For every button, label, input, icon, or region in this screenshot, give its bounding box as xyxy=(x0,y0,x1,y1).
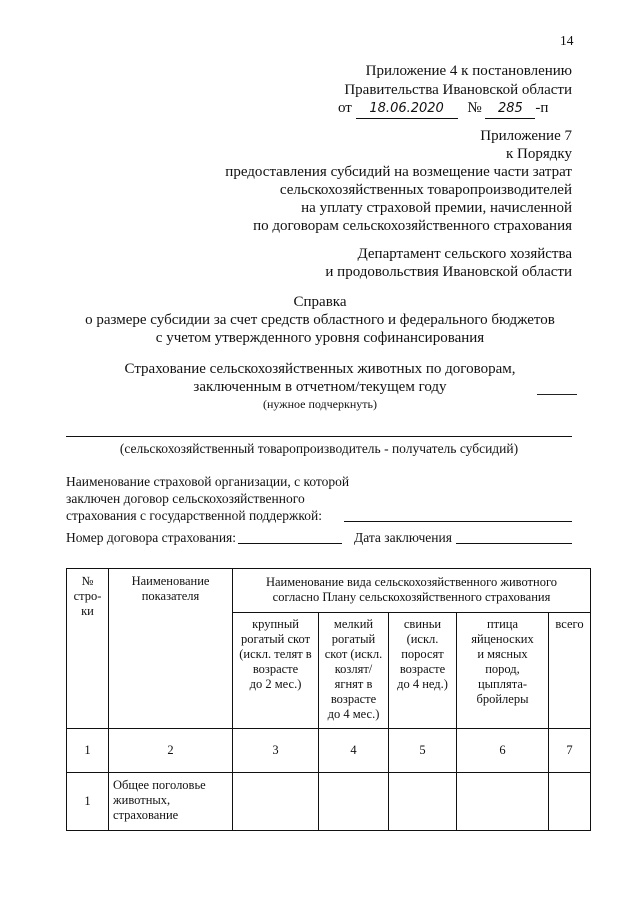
row1-label-l2: животных, xyxy=(113,793,171,807)
small-cattle-l5: ягнят в xyxy=(334,677,373,691)
small-cattle-l3: скот (искл. xyxy=(324,647,383,661)
header-pigs xyxy=(389,613,457,729)
cattle-l1: крупный xyxy=(252,617,299,631)
cattle-l2: рогатый скот xyxy=(240,632,311,646)
cattle-l5: до 2 мес.) xyxy=(249,677,302,691)
contract-number-label: Номер договора страхования: xyxy=(66,530,237,545)
row1-total-cell[interactable] xyxy=(549,773,591,831)
doc-title-line3: с учетом утвержденного уровня софинансирования xyxy=(155,330,485,346)
appendix7-line5: на уплату страховой премии, начисленной xyxy=(301,200,572,216)
subtitle-note: (нужное подчеркнуть) xyxy=(263,397,377,411)
pigs-l3: поросят xyxy=(401,647,444,661)
header-total xyxy=(549,613,591,729)
small-cattle-l6: возрасте xyxy=(330,692,377,706)
numbering-cell-7: 7 xyxy=(549,729,591,773)
insurer-line1: Наименование страховой организации, с которой xyxy=(66,474,350,489)
row1-label-l1: Общее поголовье xyxy=(113,778,206,792)
cattle-l3: (искл. телят в xyxy=(239,647,312,661)
header-poultry xyxy=(457,613,549,729)
small-cattle-l4: козлят/ xyxy=(334,662,373,676)
contract-date-blank xyxy=(456,543,572,544)
poultry-l1: птица xyxy=(486,617,519,631)
numbering-cell-4: 4 xyxy=(319,729,389,773)
department-line1: Департамент сельского хозяйства xyxy=(357,246,572,262)
numbering-cell-5: 5 xyxy=(389,729,457,773)
pigs-l5: до 4 нед.) xyxy=(397,677,448,691)
header-row-number-l3: ки xyxy=(81,604,94,618)
insurer-line2: заключен договор сельскохозяйственного xyxy=(66,491,305,506)
total-l1: всего xyxy=(555,617,584,631)
underline-mark xyxy=(537,394,577,395)
number-value: 285 xyxy=(485,99,535,119)
doc-title: Справка xyxy=(293,294,347,310)
row1-label xyxy=(109,773,233,831)
insurer-line3: страхования с государственной поддержкой: xyxy=(66,508,322,523)
header-cattle xyxy=(233,613,319,729)
numbering-cell-3: 3 xyxy=(233,729,319,773)
header-small-cattle xyxy=(319,613,389,729)
numbering-cell-2: 2 xyxy=(109,729,233,773)
date-prefix: от xyxy=(338,100,352,116)
header-row-number-l1: № xyxy=(81,574,94,588)
header-indicator-l2: показателя xyxy=(141,589,200,603)
contract-date-label: Дата заключения xyxy=(354,530,452,545)
small-cattle-l7: до 4 мес.) xyxy=(327,707,380,721)
poultry-l5: цыплята- xyxy=(477,677,528,691)
pigs-l1: свиньи xyxy=(403,617,442,631)
header-indicator xyxy=(109,569,233,729)
small-cattle-l1: мелкий xyxy=(333,617,374,631)
row1-pigs-cell[interactable] xyxy=(389,773,457,831)
row1-label-l3: страхование xyxy=(113,808,179,822)
row1-poultry-cell[interactable] xyxy=(457,773,549,831)
number-sign: № xyxy=(467,100,482,116)
page-number: 14 xyxy=(560,33,574,48)
subtitle-line1: Страхование сельскохозяйственных животных по договорам, xyxy=(124,361,516,377)
header-row-number-l2: стро- xyxy=(73,589,102,603)
header-row-number xyxy=(67,569,109,729)
header-group-l1: Наименование вида сельскохозяйственного животного xyxy=(265,575,558,589)
insurer-blank-line xyxy=(344,521,572,522)
appendix4-line2: Правительства Ивановской области xyxy=(344,82,572,98)
header-group-l2: согласно Плану сельскохозяйственного страхования xyxy=(272,590,551,604)
appendix4-line1: Приложение 4 к постановлению xyxy=(365,63,572,79)
pigs-l2: (искл. xyxy=(406,632,439,646)
appendix7-line2: к Порядку xyxy=(506,146,572,162)
appendix7-line1: Приложение 7 xyxy=(480,128,572,144)
poultry-l4: пород, xyxy=(485,662,520,676)
number-suffix: -п xyxy=(535,100,549,116)
appendix4-date-line xyxy=(338,99,548,119)
subtitle-line2: заключенным в отчетном/текущем году xyxy=(193,379,447,395)
appendix7-line3: предоставления субсидий на возмещение части затрат xyxy=(225,164,572,180)
appendix7-line6: по договорам сельскохозяйственного страхования xyxy=(253,218,572,234)
department-line2: и продовольствия Ивановской области xyxy=(325,264,572,280)
numbering-cell-1: 1 xyxy=(67,729,109,773)
row1-number: 1 xyxy=(67,773,109,831)
numbering-cell-6: 6 xyxy=(457,729,549,773)
header-animal-group xyxy=(233,569,591,613)
header-indicator-l1: Наименование xyxy=(131,574,210,588)
producer-caption: (сельскохозяйственный товаропроизводитель - получатель субсидий) xyxy=(119,441,519,456)
subsidy-table xyxy=(66,568,591,831)
poultry-l2: яйценоских xyxy=(471,632,534,646)
contract-number-blank xyxy=(238,543,342,544)
small-cattle-l2: рогатый xyxy=(331,632,376,646)
pigs-l4: возрасте xyxy=(399,662,446,676)
producer-blank-line xyxy=(66,436,572,437)
doc-title-line2: о размере субсидии за счет средств областного и федерального бюджетов xyxy=(85,312,555,328)
row1-small-cattle-cell[interactable] xyxy=(319,773,389,831)
poultry-l3: и мясных xyxy=(477,647,528,661)
cattle-l4: возрасте xyxy=(252,662,299,676)
appendix7-line4: сельскохозяйственных товаропроизводителей xyxy=(279,182,572,198)
poultry-l6: бройлеры xyxy=(476,692,529,706)
date-value: 18.06.2020 xyxy=(356,99,458,119)
row1-cattle-cell[interactable] xyxy=(233,773,319,831)
